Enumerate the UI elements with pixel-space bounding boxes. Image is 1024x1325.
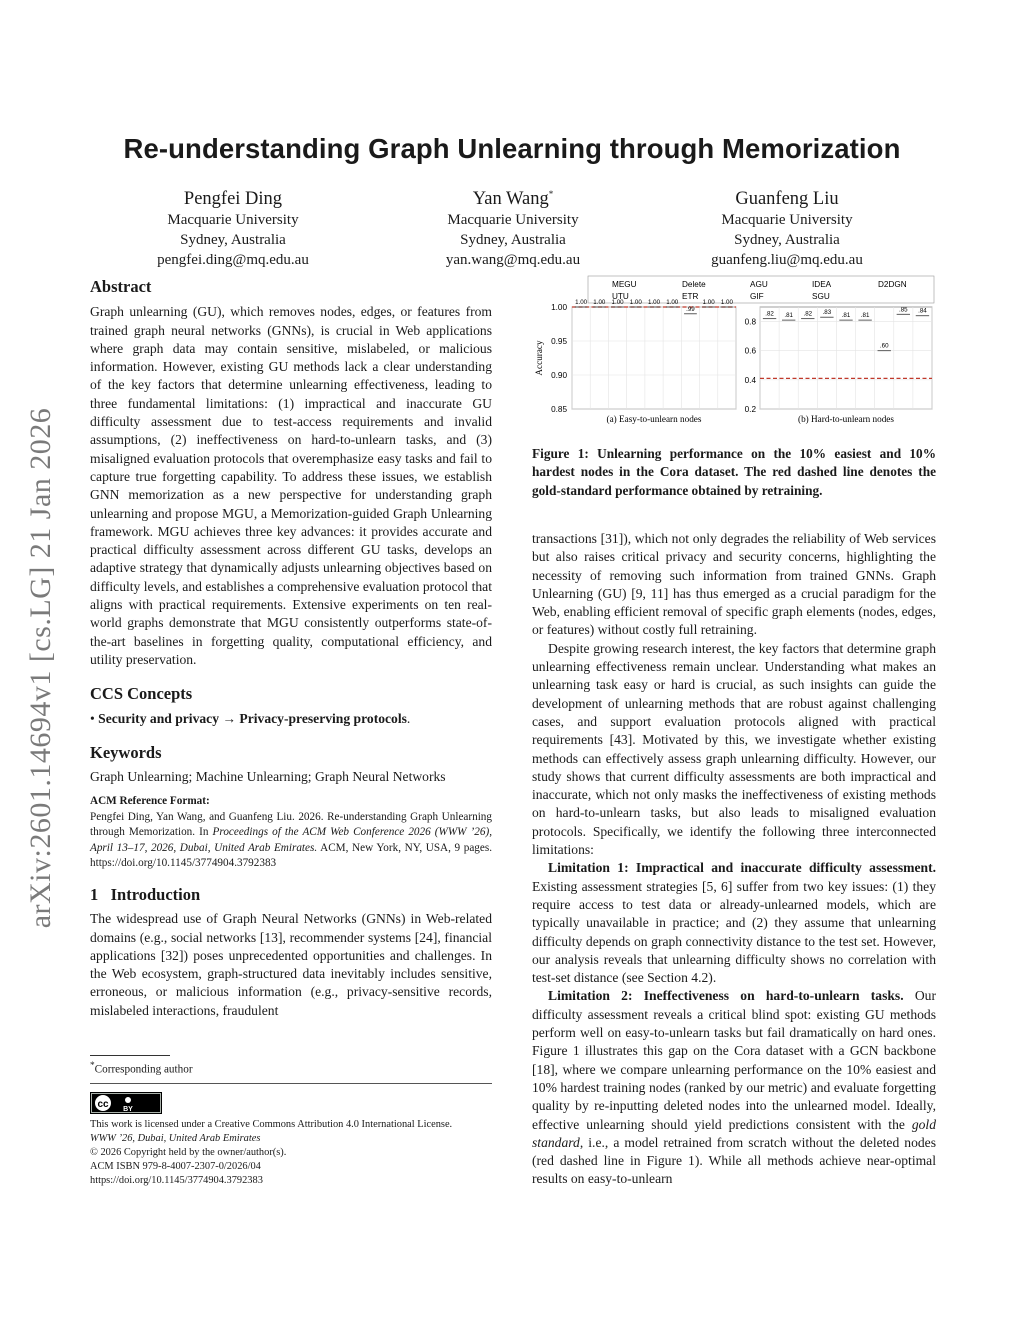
plot-frame xyxy=(760,307,932,409)
data-label: .83 xyxy=(822,309,832,317)
author-location: Sydney, Australia xyxy=(460,232,566,249)
data-label: .99 xyxy=(686,305,695,313)
y-tick-label: 0.2 xyxy=(744,405,756,414)
legend-label: Delete xyxy=(682,280,706,289)
data-label: 1.00 xyxy=(575,299,588,306)
data-label: .81 xyxy=(784,312,793,320)
author-block-2 xyxy=(363,183,663,270)
reference-heading: ACM Reference Format: xyxy=(90,795,210,808)
cc-by-badge xyxy=(90,1092,162,1114)
acm-reference: ACM Reference Format: Pengfei Ding, Yan Wang, and Guanfeng Liu. 2026. Re-understanding Graph Unlearning through Memorization. In Proceedings of the ACM Web Conference 2026 (WWW ’26), April 13–17, 2026, Dubai, United Arab Emirates. ACM, New York, NY, USA, 9 pages. https://doi.org/10.1145/3774904.3792383 xyxy=(90,795,492,870)
author-block-3 xyxy=(637,183,937,270)
author-block-1 xyxy=(83,183,383,270)
panel-title: (a) Easy-to-unlearn nodes xyxy=(606,414,702,424)
author-affiliation: Macquarie University xyxy=(447,212,579,229)
license-line: This work is licensed under a Creative Commons Attribution 4.0 International License. xyxy=(90,1119,453,1130)
data-label: 1.00 xyxy=(593,299,606,306)
ccs-concepts: • Security and privacy → Privacy-preserving protocols. xyxy=(90,710,411,726)
legend-label: GIF xyxy=(750,292,764,301)
figure-1-chart xyxy=(532,274,936,430)
by-badge-text: BY xyxy=(123,1106,133,1113)
author-name: Pengfei Ding xyxy=(183,189,283,210)
data-label: 1.00 xyxy=(611,299,624,306)
author-email: yan.wang@mq.edu.au xyxy=(445,252,581,269)
y-tick-label: 0.6 xyxy=(744,346,756,356)
ccs-heading: CCS Concepts xyxy=(90,684,193,704)
keywords-heading: Keywords xyxy=(90,742,162,762)
y-tick-label: 0.95 xyxy=(551,337,567,346)
license-rule xyxy=(90,1083,492,1084)
intro-text-right-2: Despite growing research interest, the key factors that determine graph unlearning effectiveness remain unclear. Understanding what makes an unlearning task easy or hard is crucial, as such insights can guide the development of unlearning methods that are robust against challenging cases, and support evaluation protocols aligned with practical requirements [43]. Motivated by this, we investigate whether existing methods can effectively assess graph unlearning difficulty. However, our study shows that current difficulty assessments are both impractical and inaccurate, which not only masks the ineffectiveness of existing methods on hard-to-unlearn tasks, but also leads to misaligned evaluation protocols. Specifically, we identify the following three interconnected limitations: xyxy=(532,640,936,858)
author-name: Guanfeng Liu xyxy=(735,189,839,210)
limitation-1: Limitation 1: Impractical and inaccurate difficulty assessment. Existing assessment strategies [5, 6] suffer from two key issues: (1) they require access to test data or already-unlearned models, which are typically unavailable in practice; and (2) they assume that unlearning difficulty depends on graph connectivity distance to the test set. However, our analysis reveals that unlearning difficulty shows no correlation with test-set distance (see Section 4.2). xyxy=(532,860,936,986)
author-affiliation: Macquarie University xyxy=(167,212,299,229)
legend-label: ETR xyxy=(682,292,699,301)
data-label: 1.00 xyxy=(647,299,661,306)
data-label: .82 xyxy=(803,310,813,318)
y-tick-label: 0.8 xyxy=(744,317,756,327)
plot-frame xyxy=(572,307,736,409)
author-email: pengfei.ding@mq.edu.au xyxy=(157,252,309,269)
author-affiliation: Macquarie University xyxy=(721,212,853,229)
data-label: .81 xyxy=(860,312,870,320)
isbn: ACM ISBN 979-8-4007-2307-0/2026/04 xyxy=(90,1161,261,1172)
intro-heading: 1 Introduction xyxy=(90,884,201,904)
data-label: .81 xyxy=(841,312,851,320)
y-tick-label: 0.4 xyxy=(744,375,756,385)
figure-1-caption: Figure 1: Unlearning performance on the 10% easiest and 10% hardest nodes in the Cora dataset. The red dashed line denotes the gold-standard performance obtained by retraining. xyxy=(532,446,936,498)
legend-label: MEGU xyxy=(612,280,637,289)
cc-badge-text: cc xyxy=(97,1099,109,1110)
right-column xyxy=(532,530,936,1189)
y-tick-label: 0.90 xyxy=(551,371,567,380)
paper-title: Re-understanding Graph Unlearning through Memorization xyxy=(123,133,901,164)
footnote-rule xyxy=(90,1055,170,1056)
abstract-text: Graph unlearning (GU), which removes nodes, edges, or features from trained graph neural networks (GNNs), is crucial in Web applications where graph data may contain sensitive, mislabeled, or malicious information. However, existing GU methods lack a clear understanding of the key factors that determine unlearning effectiveness, leading to three fundamental limitations: (1) impractical and inaccurate GU difficulty assessment due to test-access requirements and invalid assumptions, (2) ineffectiveness on hard-to-unlearn tasks, and (3) misaligned evaluation protocols that overemphasize easy tasks and fail to capture true forgetting capability. To address these issues, we establish GNN memorization as a new perspective for understanding graph unlearning and propose MGU, a Memorization-guided Graph Unlearning framework. MGU achieves three key advances: it provides accurate and practical difficulty assessment across different GU tasks, develops an adaptive strategy that dynamically adjusts unlearning objectives based on difficulty levels, and establishes a comprehensive evaluation protocol that aligns with practical requirements. Extensive experiments on ten real-world graphs demonstrate that MGU consistently outperforms state-of-the-art baselines in forgetting quality, computational efficiency, and utility preservation. xyxy=(90,304,492,667)
y-axis-label: Accuracy xyxy=(534,340,544,376)
copyright: © 2026 Copyright held by the owner/author(s). xyxy=(90,1147,287,1158)
author-name: Yan Wang* xyxy=(472,189,554,210)
author-location: Sydney, Australia xyxy=(734,232,840,249)
y-tick-label: 0.85 xyxy=(551,405,567,414)
panel-title: (b) Hard-to-unlearn nodes xyxy=(798,414,894,424)
panel-a xyxy=(534,299,736,424)
legend-label: AGU xyxy=(750,280,768,289)
panel-b xyxy=(745,306,932,424)
data-label: .60 xyxy=(879,342,889,350)
limitation-2: Limitation 2: Ineffectiveness on hard-to-unlearn tasks. Our difficulty assessment reveals a critical blind spot: existing GU methods perform well on easy-to-unlearn tasks but fail dramatically on hard ones. Figure 1 illustrates this gap on the Cora dataset with a GCN backbone [18], where we compare unlearning performance on the 10% easiest and 10% hardest training nodes (ranked by our metric) and evaluate forgetting quality by re-inputting deleted nodes into the unlearned model. Ideally, effective unlearning should yield predictions consistent with the gold standard, i.e., a model retrained from scratch without the deleted nodes (red dashed line in Figure 1). While all methods achieve near-optimal results on easy-to-unlearn xyxy=(532,988,936,1187)
data-label: .82 xyxy=(765,310,774,318)
y-tick-label: 1.00 xyxy=(551,303,567,312)
legend-label: IDEA xyxy=(812,280,832,289)
legend-label: D2DGN xyxy=(878,280,907,289)
data-label: .84 xyxy=(918,307,927,315)
legend-label: SGU xyxy=(812,292,830,301)
data-label: 1.00 xyxy=(720,299,733,306)
data-label: 1.00 xyxy=(702,299,715,306)
intro-text-right-1: transactions [31]), which not only degrades the reliability of Web services but also raises critical privacy and security concerns, highlighting the necessity of removing such information from trained GNNs. Graph Unlearning (GU) [9, 11] has thus emerged as a crucial paradigm for the Web, enabling efficient removal of specific graph elements (nodes, edges, or features) without costly full retraining. xyxy=(532,531,936,638)
author-location: Sydney, Australia xyxy=(180,232,286,249)
data-label: .85 xyxy=(899,306,908,314)
keywords-text: Graph Unlearning; Machine Unlearning; Graph Neural Networks xyxy=(90,769,446,785)
legend-label: UTU xyxy=(612,292,629,301)
intro-text-left: The widespread use of Graph Neural Networks (GNNs) in Web-related domains (e.g., social networks [13], recommender systems [24], financial applications [32]) poses unprecedented opportunities and challenges. In the Web ecosystem, graph-structured data inevitably includes sensitive, erroneous, or malicious information (e.g., privacy-sensitive records, mislabeled interactions, fraudulent xyxy=(90,911,492,1018)
arxiv-identifier: arXiv:2601.14694v1 [cs.LG] 21 Jan 2026 xyxy=(24,407,57,929)
license-block xyxy=(90,1118,510,1188)
abstract-heading: Abstract xyxy=(90,277,152,296)
author-email: guanfeng.liu@mq.edu.au xyxy=(711,252,863,269)
data-label: 1.00 xyxy=(666,299,679,306)
data-label: 1.00 xyxy=(629,299,642,306)
license-venue: WWW ’26, Dubai, United Arab Emirates xyxy=(90,1133,261,1144)
left-column xyxy=(90,278,492,1020)
doi: https://doi.org/10.1145/3774904.3792383 xyxy=(90,1175,263,1186)
footnote: *Corresponding author xyxy=(90,1061,193,1076)
